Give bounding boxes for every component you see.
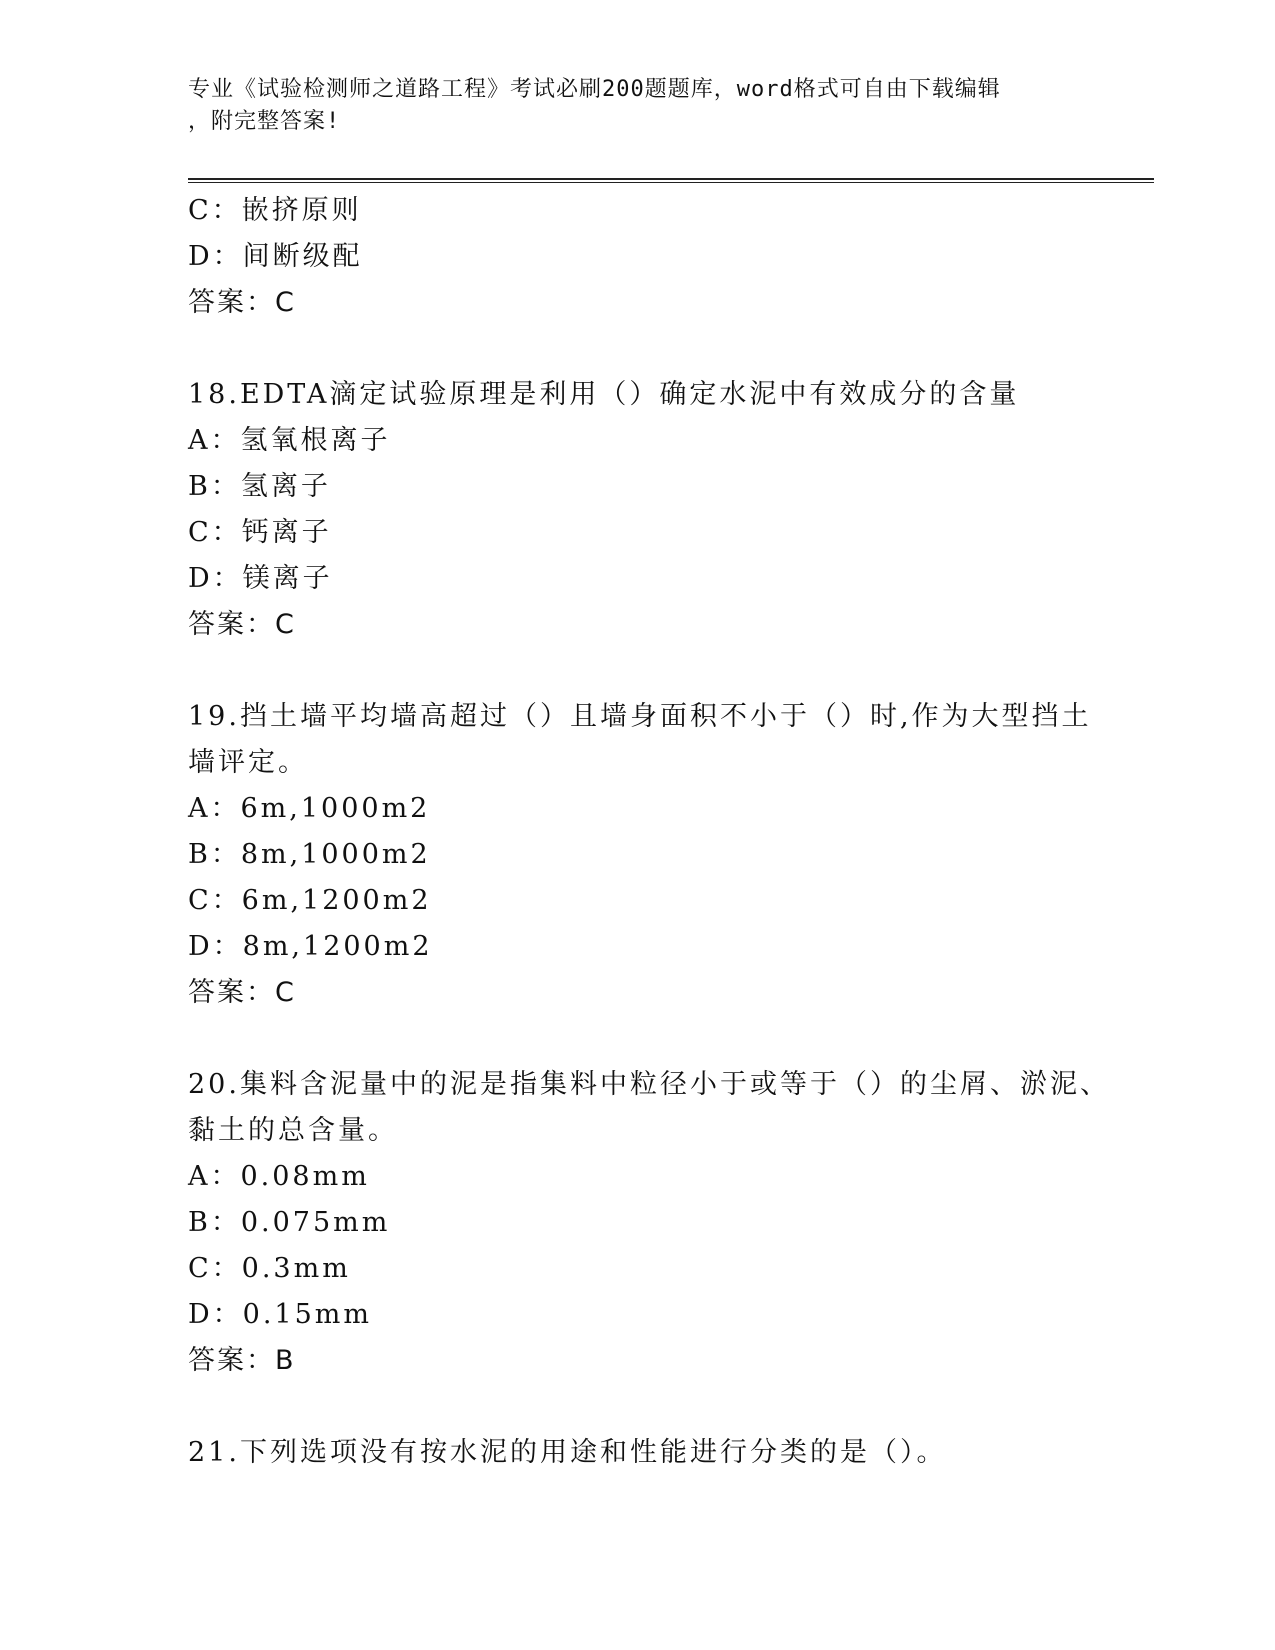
question-18 [188,372,1088,648]
question-list [188,188,1110,1476]
option-c: C：0.3mm [188,1253,351,1284]
option-b: B：氢离子 [188,471,331,502]
spacer [188,648,1088,694]
option-b: B：0.075mm [188,1207,391,1238]
option-d: D：间断级配 [188,241,363,272]
option-d: D：0.15mm [188,1299,372,1330]
question-text: 21.下列选项没有按水泥的用途和性能进行分类的是（）。 [188,1437,947,1468]
question-20 [188,1062,1110,1384]
question-19 [188,694,1092,1016]
spacer [188,1384,1088,1430]
question-21 [188,1430,1088,1476]
option-a: A：0.08mm [188,1161,370,1192]
option-c: C：钙离子 [188,517,332,548]
header-title-line-2: ，附完整答案! [188,109,341,134]
option-a: A：氢氧根离子 [188,425,391,456]
spacer [188,1016,1088,1062]
question-text: 18.EDTA滴定试验原理是利用（）确定水泥中有效成分的含量 [188,379,1020,410]
page-header [188,74,1068,138]
option-d: D：镁离子 [188,563,333,594]
header-divider [188,178,1154,183]
question-text-line-2: 黏土的总含量。 [188,1115,398,1146]
question-text-line-2: 墙评定。 [188,747,308,778]
spacer [188,326,1088,372]
answer: 答案：C [188,287,296,318]
answer: 答案：C [188,609,296,640]
question-text-line-1: 19.挡土墙平均墙高超过（）且墙身面积不小于（）时,作为大型挡土 [188,701,1092,732]
answer: 答案：B [188,1345,296,1376]
option-c: C：6m,1200m2 [188,885,432,916]
option-a: A：6m,1000m2 [188,793,431,824]
question-17-continued [188,188,1088,326]
option-b: B：8m,1000m2 [188,839,431,870]
question-text-line-1: 20.集料含泥量中的泥是指集料中粒径小于或等于（）的尘屑、淤泥、 [188,1069,1110,1100]
answer: 答案：C [188,977,296,1008]
header-title-line-1: 专业《试验检测师之道路工程》考试必刷200题题库，word格式可自由下载编辑 [188,77,1001,102]
option-c: C：嵌挤原则 [188,195,362,226]
option-d: D：8m,1200m2 [188,931,433,962]
